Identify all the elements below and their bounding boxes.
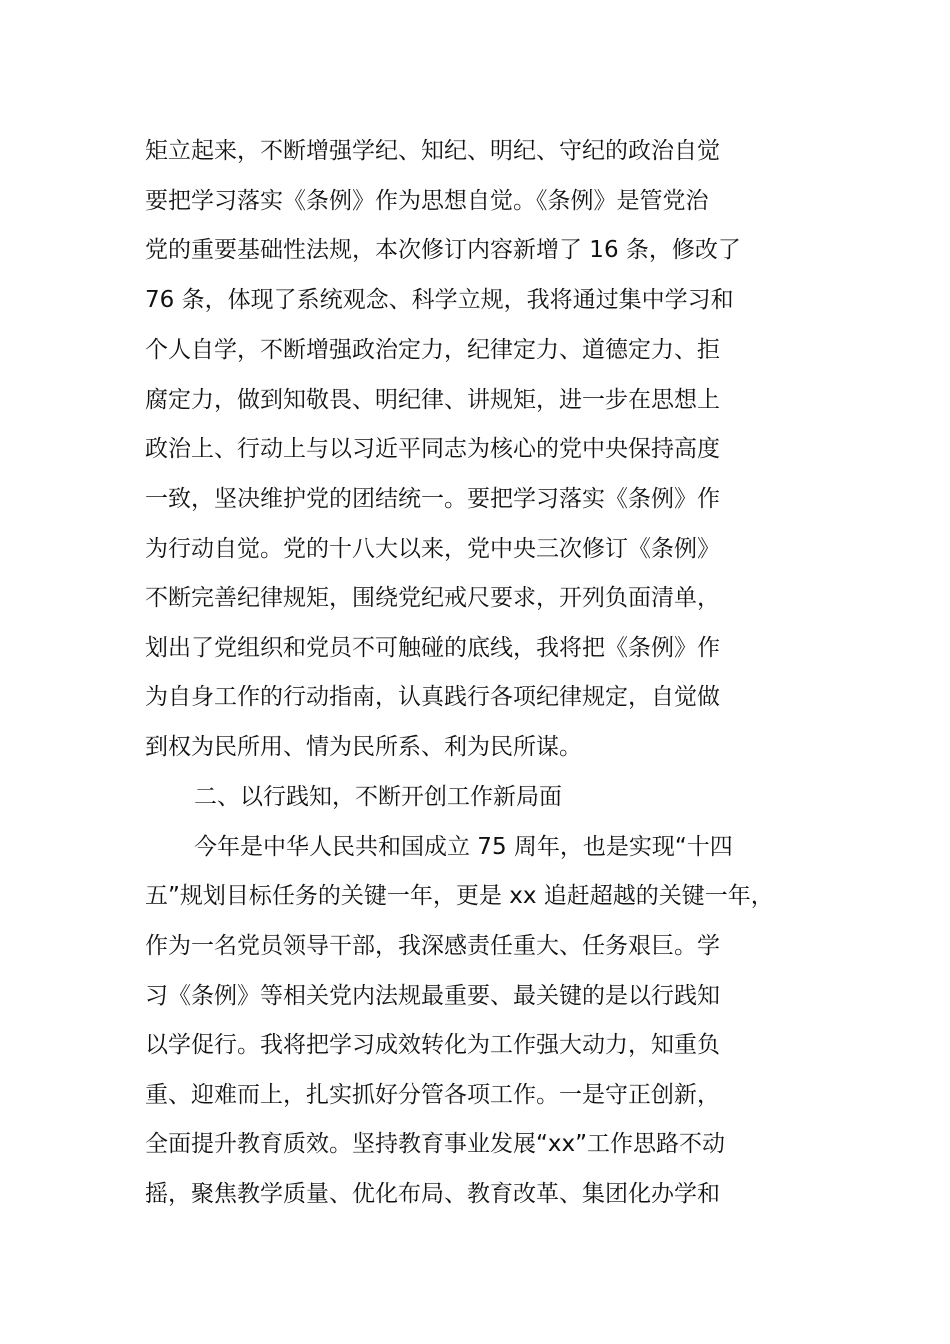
text-line: 为自身工作的行动指南，认真践行各项纪律规定，自觉做 — [145, 684, 720, 710]
text-line: 不断完善纪律规矩，围绕党纪戒尺要求，开列负面清单， — [145, 585, 720, 611]
text-line: 个人自学，不断增强政治定力，纪律定力、道德定力、拒 — [145, 337, 720, 363]
text-line: 一致，坚决维护党的团结统一。要把学习落实《条例》作 — [145, 486, 720, 512]
text-line: 今年是中华人民共和国成立 75 周年，也是实现“十四 — [194, 834, 733, 860]
text-line: 全面提升教育质效。坚持教育事业发展“xx”工作思路不动 — [145, 1131, 726, 1157]
text-line: 腐定力，做到知敬畏、明纪律、讲规矩，进一步在思想上 — [145, 387, 720, 413]
text-line: 划出了党组织和党员不可触碰的底线，我将把《条例》作 — [145, 635, 720, 661]
text-line: 重、迎难而上，扎实抓好分管各项工作。一是守正创新， — [145, 1082, 720, 1108]
text-line: 习《条例》等相关党内法规最重要、最关键的是以行践知 — [145, 983, 720, 1009]
text-line: 五”规划目标任务的关键一年，更是 xx 追赶超越的关键一年， — [145, 883, 774, 909]
text-line: 作为一名党员领导干部，我深感责任重大、任务艰巨。学 — [145, 933, 720, 959]
text-line: 摇，聚焦教学质量、优化布局、教育改革、集团化办学和 — [145, 1181, 720, 1207]
section-heading: 二、以行践知，不断开创工作新局面 — [194, 784, 562, 810]
text-line: 为行动自觉。党的十八大以来，党中央三次修订《条例》 — [145, 536, 720, 562]
text-line: 党的重要基础性法规，本次修订内容新增了 16 条，修改了 — [145, 237, 741, 263]
text-line: 到权为民所用、情为民所系、利为民所谋。 — [145, 734, 582, 760]
text-line: 76 条，体现了系统观念、科学立规，我将通过集中学习和 — [145, 287, 734, 313]
text-line: 要把学习落实《条例》作为思想自觉。《条例》是管党治 — [145, 188, 709, 214]
text-line: 矩立起来，不断增强学纪、知纪、明纪、守纪的政治自觉 — [145, 138, 720, 164]
text-line: 以学促行。我将把学习成效转化为工作强大动力，知重负 — [145, 1032, 720, 1058]
text-line: 政治上、行动上与以习近平同志为核心的党中央保持高度 — [145, 436, 720, 462]
